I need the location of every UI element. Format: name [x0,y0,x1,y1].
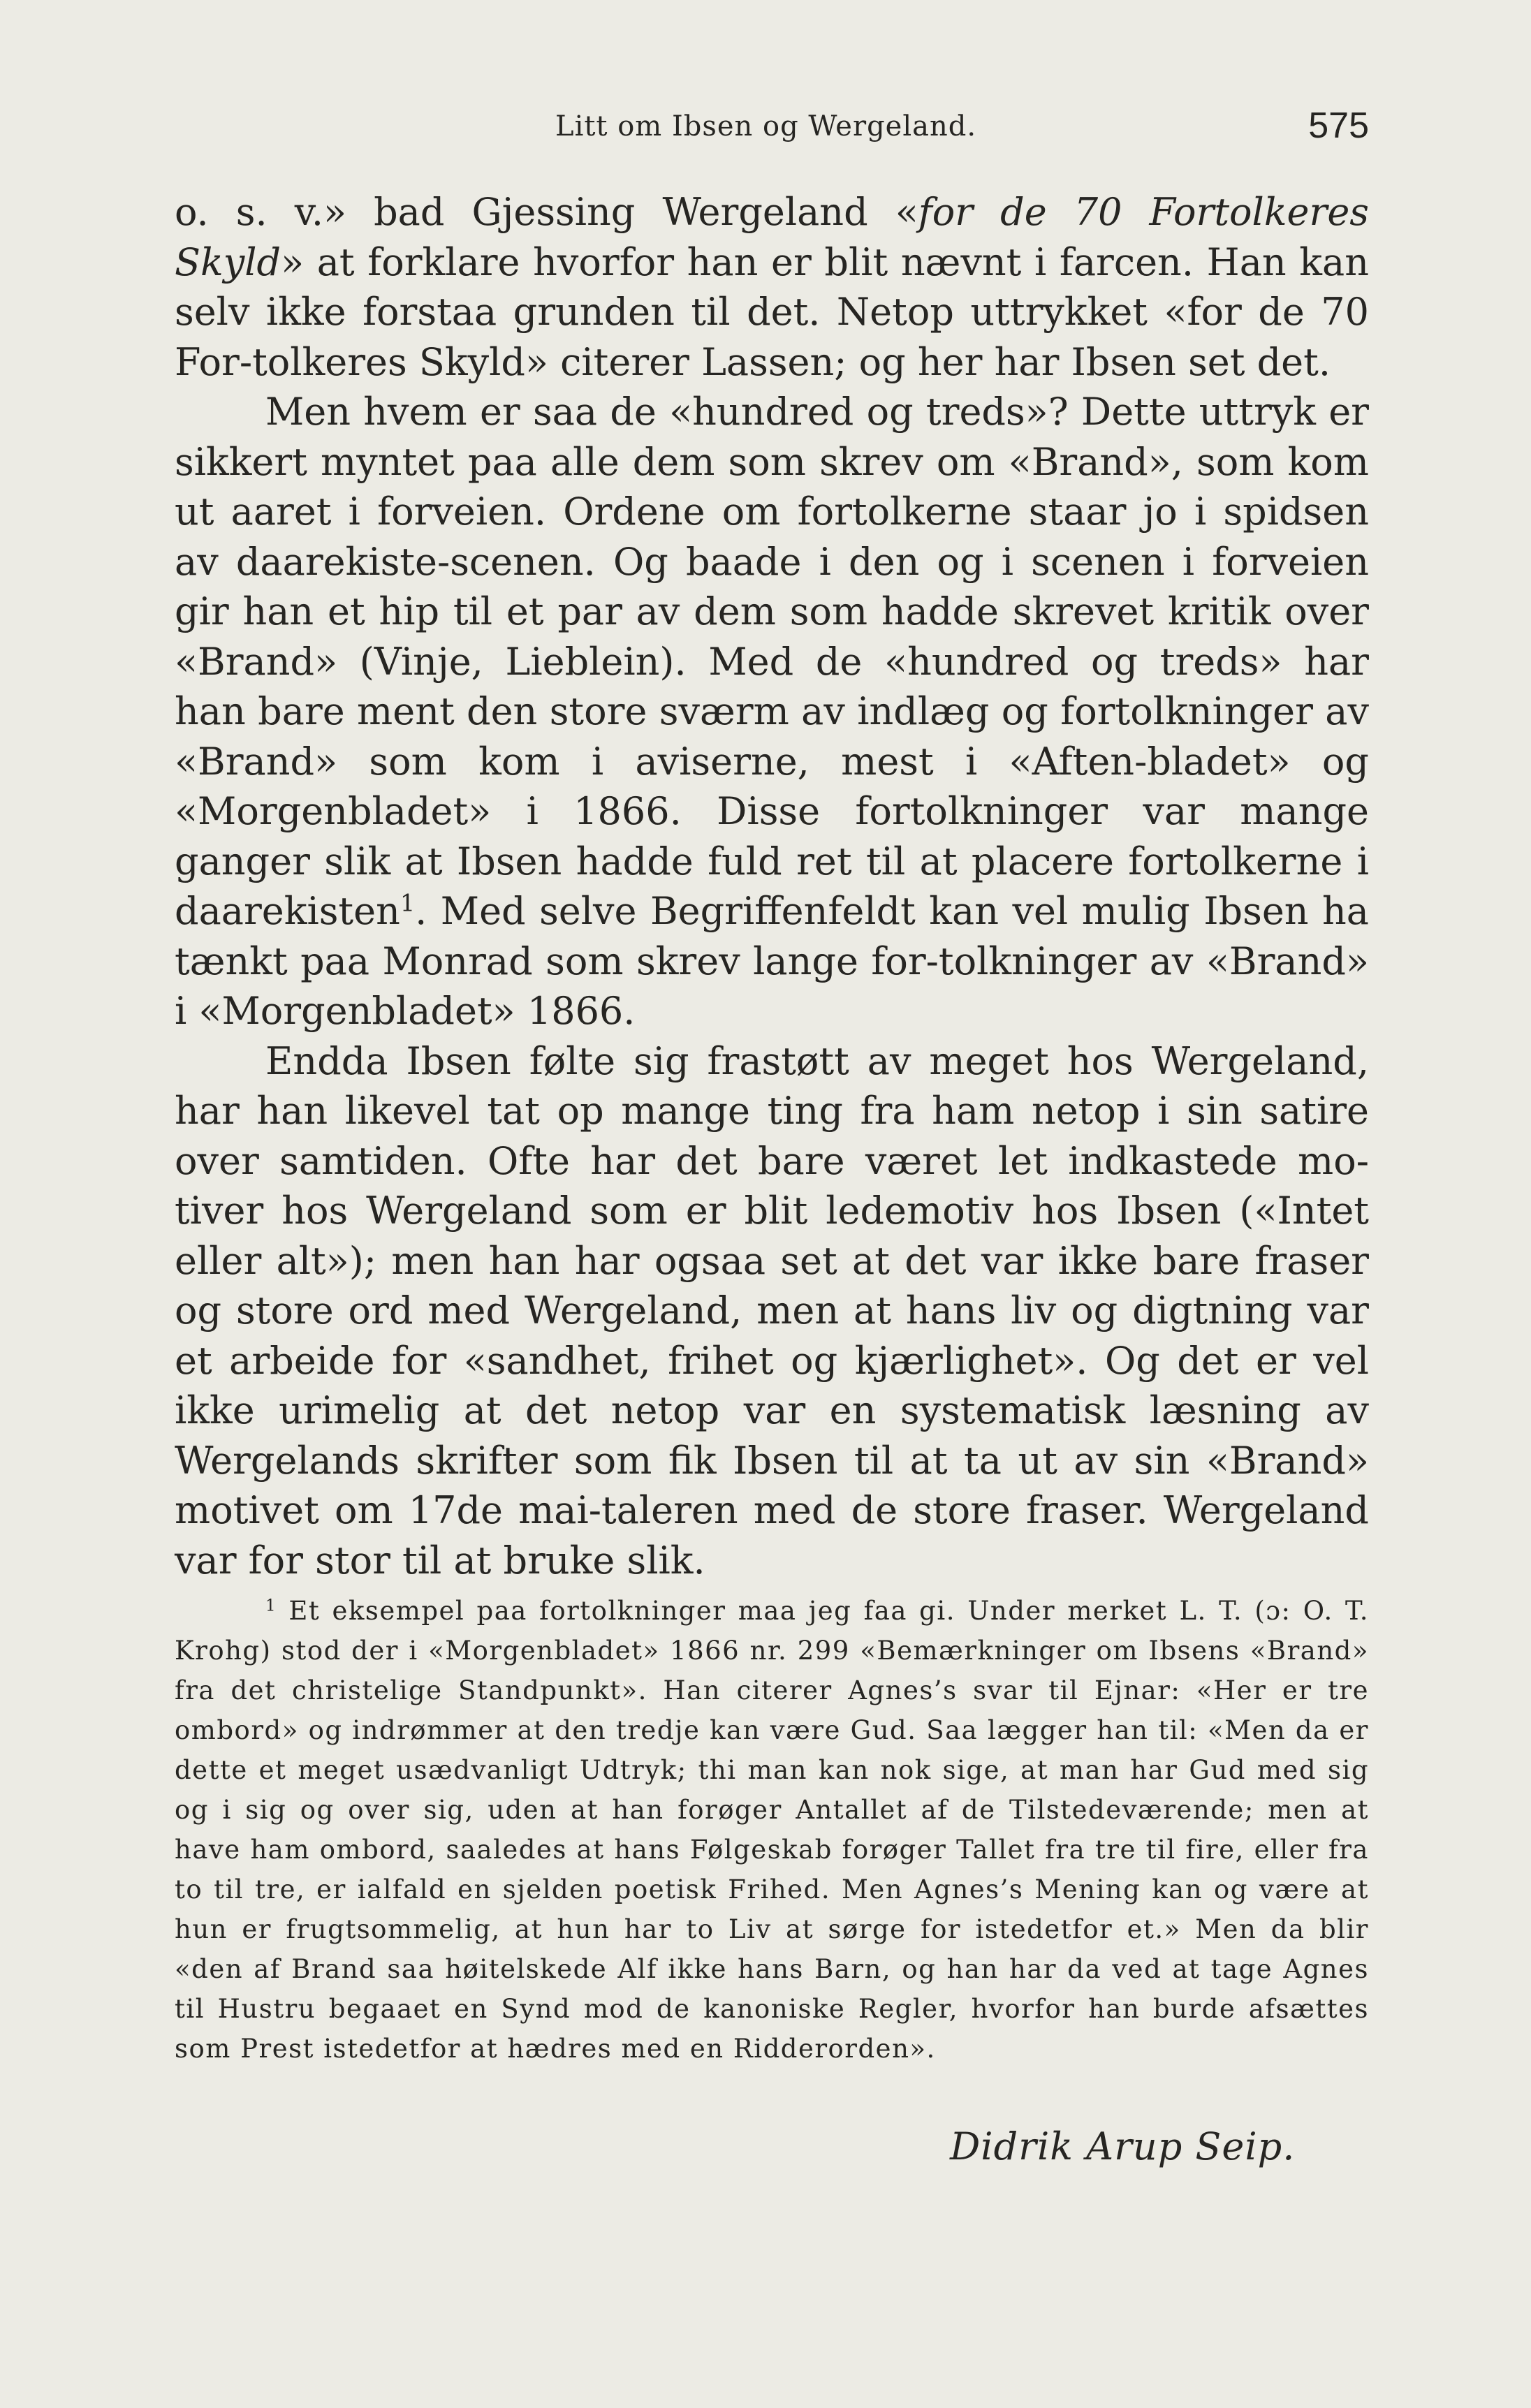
footnote-text: Et eksempel paa fortolkninger maa jeg faa gi. Under merket L. T. (ɔ: O. T. Krohg) stod der i «Morgenbladet» 1866 nr. 299 «Bemærkninger om Ibsens «Brand» fra det christelige Standpunkt». Han citerer Agnes’s svar til Ejnar: «Her er tre ombord» og indrømmer at den tredje kan være Gud. Saa lægger han til: «Men da er dette et meget usædvanligt Udtryk; thi man kan nok sige, at man har Gud med sig og i sig og over sig, uden at han forøger Antallet af de Tilstedeværende; men at have ham ombord, saaledes at hans Følgeskab forøger Tallet fra tre til fire, eller fra to til tre, er ialfald en sjelden poetisk Frihed. Men Agnes’s Mening kan og være at hun er frugtsommelig, at hun har to Liv at sørge for istedetfor et.» Men da blir «den af Brand saa høitelskede Alf ikke hans Barn, og han har da ved at tage Agnes til Hustru begaaet en Synd mod de kanoniske Regler, hvorfor han burde afsættes som Prest istedetfor at hædres med en Ridderorden». [175,1596,1369,2064]
body-text [175,187,1369,1585]
footnotes [175,1591,1369,2069]
footnote-reference: 1 [400,889,416,917]
paragraph-3: Endda Ibsen følte sig frastøtt av meget hos Wergeland, har han likevel tat op mange ting fra ham netop i sin satire over samtiden. Ofte har det bare været let indkastede mo-tiver hos Wergeland som er blit ledemotiv hos Ibsen («Intet eller alt»); men han har ogsaa set at det var ikke bare fraser og store ord med Wergeland, men at hans liv og digtning var et arbeide for «sandhet, frihet og kjærlighet». Og det er vel ikke urimelig at det netop var en systematisk læsning av Wergelands skrifter som fik Ibsen til at ta ut av sin «Brand» motivet om 17de mai-taleren med de store fraser. Wergeland var for stor til at bruke slik. [175,1038,1369,1583]
paragraph-1 [175,187,1369,387]
page-header [175,99,1369,155]
author-signature: Didrik Arup Seip. [950,2124,1296,2168]
page-number: 575 [1308,105,1369,146]
paragraph-2 [175,387,1369,1036]
paragraph-2-start: Men hvem er saa de «hundred og treds»? Dette uttryk er sikkert myntet paa alle dem som skrev om «Brand», som kom ut aaret i forveien. Ordene om fortolkerne staar jo i spidsen av daarekiste-scenen. Og baade i den og i scenen i forveien gir han et hip til et par av dem som hadde skrevet kritik over «Brand» (Vinje, Lieblein). Med de «hundred og treds» har han bare ment den store sværm av indlæg og fortolkninger av «Brand» som kom i aviserne, mest i «Aften-bladet» og «Morgenbladet» i 1866. Disse fortolkninger var mange ganger slik at Ibsen hadde fuld ret til at placere fortolkerne i daarekisten [175,390,1369,933]
running-title: Litt om Ibsen og Wergeland. [555,110,977,142]
paragraph-1-end: » at forklare hvorfor han er blit nævnt i farcen. Han kan selv ikke forstaa grunden til det. Netop uttrykket «for de 70 For-tolkeres Skyld» citerer Lassen; og her har Ibsen set det. [175,240,1369,384]
paragraph-2-end: . Med selve Begriffenfeldt kan vel mulig Ibsen ha tænkt paa Monrad som skrev lange for-tolkninger av «Brand» i «Morgenbladet» 1866. [175,889,1369,1033]
italic-phrase: for de 70 Fortolkeres Skyld [175,190,1369,284]
footnote-1 [175,1591,1369,2069]
footnote-marker: 1 [265,1596,277,1615]
paragraph-1-start: o. s. v.» bad Gjessing Wergeland « [175,190,918,234]
